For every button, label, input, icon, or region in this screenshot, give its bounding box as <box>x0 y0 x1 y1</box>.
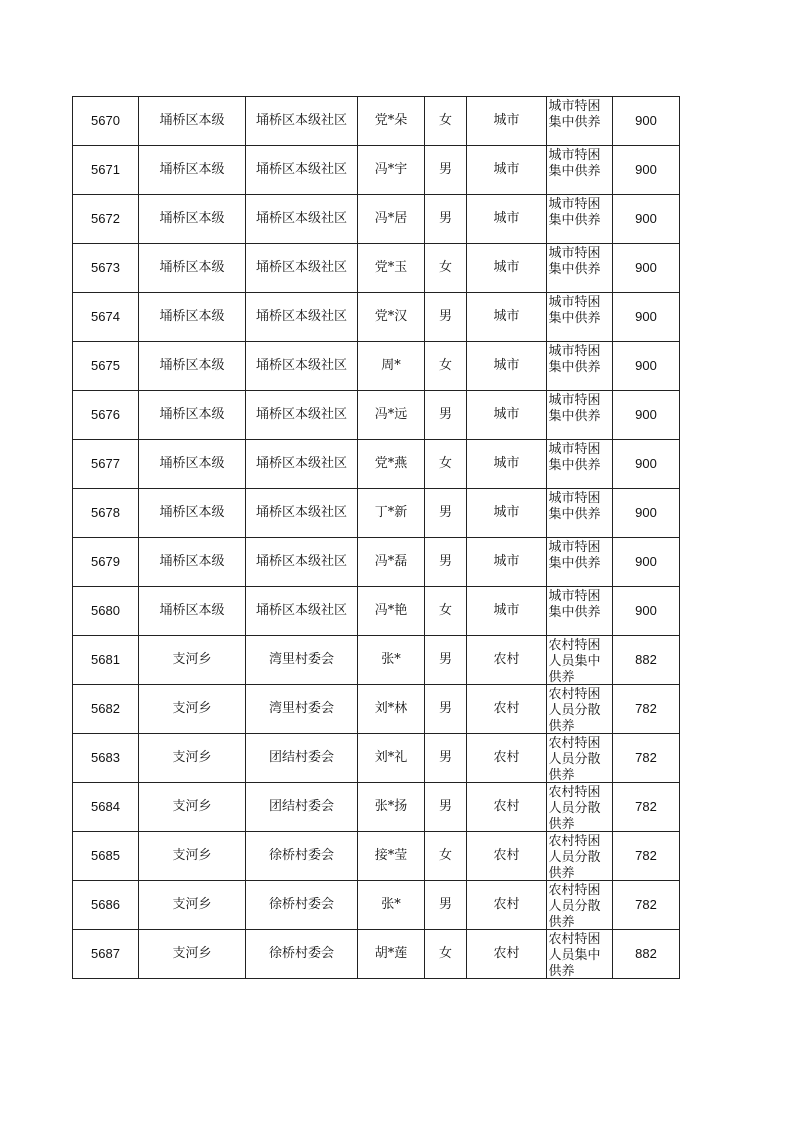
cell-village: 埇桥区本级社区 <box>246 195 358 244</box>
table-row <box>73 244 680 293</box>
cell-name: 丁*新 <box>358 489 425 538</box>
table-row <box>73 587 680 636</box>
support-type-text: 城市特困集中供养 <box>548 491 601 522</box>
cell-village: 埇桥区本级社区 <box>246 587 358 636</box>
cell-support-type <box>547 783 613 832</box>
cell-amount: 900 <box>613 146 680 195</box>
cell-gender: 男 <box>425 538 467 587</box>
cell-area-type: 城市 <box>467 342 547 391</box>
cell-name: 刘*林 <box>358 685 425 734</box>
cell-amount: 782 <box>613 783 680 832</box>
table-row <box>73 440 680 489</box>
cell-support-type <box>547 587 613 636</box>
cell-number: 5684 <box>73 783 139 832</box>
cell-area-type: 农村 <box>467 832 547 881</box>
cell-village: 湾里村委会 <box>246 685 358 734</box>
cell-name: 冯*磊 <box>358 538 425 587</box>
cell-number: 5687 <box>73 930 139 979</box>
cell-amount: 900 <box>613 489 680 538</box>
cell-number: 5676 <box>73 391 139 440</box>
cell-township: 埇桥区本级 <box>139 440 246 489</box>
cell-support-type <box>547 146 613 195</box>
cell-area-type: 城市 <box>467 391 547 440</box>
cell-gender: 男 <box>425 391 467 440</box>
cell-support-type <box>547 293 613 342</box>
table-row <box>73 97 680 146</box>
cell-name: 党*朵 <box>358 97 425 146</box>
cell-village: 徐桥村委会 <box>246 832 358 881</box>
cell-support-type <box>547 489 613 538</box>
cell-village: 团结村委会 <box>246 734 358 783</box>
table-row <box>73 293 680 342</box>
support-type-text: 城市特困集中供养 <box>548 99 601 130</box>
support-type-text: 城市特困集中供养 <box>548 393 601 424</box>
cell-support-type <box>547 930 613 979</box>
cell-township: 支河乡 <box>139 685 246 734</box>
table-body <box>73 97 680 979</box>
cell-gender: 男 <box>425 195 467 244</box>
cell-support-type <box>547 391 613 440</box>
cell-amount: 900 <box>613 195 680 244</box>
support-type-text: 城市特困集中供养 <box>548 295 601 326</box>
support-type-text: 农村特困人员分散供养 <box>548 834 601 880</box>
support-type-text: 城市特困集中供养 <box>548 589 601 620</box>
cell-township: 埇桥区本级 <box>139 489 246 538</box>
cell-name: 刘*礼 <box>358 734 425 783</box>
cell-gender: 男 <box>425 146 467 195</box>
cell-gender: 女 <box>425 587 467 636</box>
cell-support-type <box>547 881 613 930</box>
cell-name: 周* <box>358 342 425 391</box>
cell-support-type <box>547 734 613 783</box>
cell-village: 埇桥区本级社区 <box>246 342 358 391</box>
support-type-text: 城市特困集中供养 <box>548 197 601 228</box>
cell-township: 埇桥区本级 <box>139 244 246 293</box>
cell-area-type: 城市 <box>467 440 547 489</box>
cell-amount: 882 <box>613 930 680 979</box>
cell-gender: 女 <box>425 244 467 293</box>
cell-gender: 男 <box>425 636 467 685</box>
cell-village: 埇桥区本级社区 <box>246 97 358 146</box>
cell-township: 埇桥区本级 <box>139 293 246 342</box>
support-type-text: 城市特困集中供养 <box>548 344 601 375</box>
table-row <box>73 930 680 979</box>
cell-name: 党*燕 <box>358 440 425 489</box>
cell-gender: 男 <box>425 734 467 783</box>
cell-number: 5673 <box>73 244 139 293</box>
cell-support-type <box>547 832 613 881</box>
cell-support-type <box>547 440 613 489</box>
cell-township: 支河乡 <box>139 636 246 685</box>
table-row <box>73 538 680 587</box>
cell-township: 支河乡 <box>139 930 246 979</box>
cell-amount: 900 <box>613 97 680 146</box>
table-row <box>73 734 680 783</box>
cell-village: 埇桥区本级社区 <box>246 293 358 342</box>
cell-area-type: 城市 <box>467 293 547 342</box>
support-type-text: 农村特困人员分散供养 <box>548 736 601 782</box>
cell-number: 5681 <box>73 636 139 685</box>
cell-amount: 882 <box>613 636 680 685</box>
cell-area-type: 农村 <box>467 685 547 734</box>
cell-amount: 782 <box>613 734 680 783</box>
cell-area-type: 农村 <box>467 734 547 783</box>
cell-township: 埇桥区本级 <box>139 538 246 587</box>
support-type-text: 城市特困集中供养 <box>548 246 601 277</box>
cell-township: 埇桥区本级 <box>139 391 246 440</box>
cell-amount: 900 <box>613 391 680 440</box>
cell-number: 5685 <box>73 832 139 881</box>
cell-village: 团结村委会 <box>246 783 358 832</box>
cell-gender: 男 <box>425 881 467 930</box>
cell-area-type: 城市 <box>467 538 547 587</box>
cell-name: 冯*宇 <box>358 146 425 195</box>
cell-township: 埇桥区本级 <box>139 342 246 391</box>
table-row <box>73 783 680 832</box>
cell-support-type <box>547 195 613 244</box>
cell-gender: 男 <box>425 293 467 342</box>
cell-amount: 782 <box>613 881 680 930</box>
cell-village: 埇桥区本级社区 <box>246 440 358 489</box>
cell-area-type: 农村 <box>467 881 547 930</box>
cell-name: 张*扬 <box>358 783 425 832</box>
cell-number: 5675 <box>73 342 139 391</box>
cell-support-type <box>547 97 613 146</box>
cell-number: 5680 <box>73 587 139 636</box>
cell-township: 支河乡 <box>139 734 246 783</box>
cell-area-type: 农村 <box>467 783 547 832</box>
cell-support-type <box>547 685 613 734</box>
cell-number: 5682 <box>73 685 139 734</box>
cell-amount: 900 <box>613 342 680 391</box>
table-row <box>73 391 680 440</box>
cell-gender: 女 <box>425 342 467 391</box>
cell-number: 5674 <box>73 293 139 342</box>
support-type-text: 农村特困人员集中供养 <box>548 638 601 684</box>
cell-township: 埇桥区本级 <box>139 195 246 244</box>
cell-name: 党*汉 <box>358 293 425 342</box>
cell-area-type: 城市 <box>467 146 547 195</box>
cell-support-type <box>547 244 613 293</box>
cell-number: 5679 <box>73 538 139 587</box>
table-row <box>73 881 680 930</box>
cell-township: 支河乡 <box>139 881 246 930</box>
cell-area-type: 农村 <box>467 636 547 685</box>
cell-number: 5678 <box>73 489 139 538</box>
cell-name: 冯*艳 <box>358 587 425 636</box>
table-row <box>73 832 680 881</box>
cell-gender: 女 <box>425 97 467 146</box>
cell-village: 埇桥区本级社区 <box>246 538 358 587</box>
cell-area-type: 城市 <box>467 244 547 293</box>
cell-area-type: 城市 <box>467 97 547 146</box>
table-row <box>73 195 680 244</box>
cell-township: 支河乡 <box>139 832 246 881</box>
cell-village: 徐桥村委会 <box>246 930 358 979</box>
table-row <box>73 685 680 734</box>
cell-area-type: 城市 <box>467 587 547 636</box>
table-row <box>73 636 680 685</box>
cell-number: 5677 <box>73 440 139 489</box>
table-row <box>73 146 680 195</box>
cell-village: 徐桥村委会 <box>246 881 358 930</box>
cell-village: 埇桥区本级社区 <box>246 489 358 538</box>
cell-gender: 女 <box>425 440 467 489</box>
cell-amount: 900 <box>613 440 680 489</box>
cell-area-type: 城市 <box>467 195 547 244</box>
cell-amount: 900 <box>613 587 680 636</box>
support-type-text: 农村特困人员分散供养 <box>548 687 601 733</box>
cell-township: 支河乡 <box>139 783 246 832</box>
relief-table <box>72 96 680 979</box>
cell-gender: 男 <box>425 685 467 734</box>
cell-village: 埇桥区本级社区 <box>246 391 358 440</box>
cell-name: 冯*远 <box>358 391 425 440</box>
cell-number: 5683 <box>73 734 139 783</box>
cell-gender: 男 <box>425 489 467 538</box>
cell-name: 胡*莲 <box>358 930 425 979</box>
cell-village: 湾里村委会 <box>246 636 358 685</box>
cell-number: 5686 <box>73 881 139 930</box>
cell-name: 张* <box>358 881 425 930</box>
cell-support-type <box>547 538 613 587</box>
cell-amount: 782 <box>613 685 680 734</box>
cell-area-type: 城市 <box>467 489 547 538</box>
cell-amount: 900 <box>613 538 680 587</box>
cell-number: 5670 <box>73 97 139 146</box>
cell-name: 张* <box>358 636 425 685</box>
support-type-text: 城市特困集中供养 <box>548 540 601 571</box>
cell-gender: 女 <box>425 832 467 881</box>
support-type-text: 农村特困人员分散供养 <box>548 785 601 831</box>
cell-name: 冯*居 <box>358 195 425 244</box>
cell-gender: 男 <box>425 783 467 832</box>
table-row <box>73 489 680 538</box>
cell-township: 埇桥区本级 <box>139 146 246 195</box>
cell-number: 5672 <box>73 195 139 244</box>
cell-amount: 900 <box>613 244 680 293</box>
cell-support-type <box>547 342 613 391</box>
cell-village: 埇桥区本级社区 <box>246 244 358 293</box>
cell-amount: 782 <box>613 832 680 881</box>
cell-name: 接*莹 <box>358 832 425 881</box>
support-type-text: 农村特困人员分散供养 <box>548 883 601 929</box>
cell-number: 5671 <box>73 146 139 195</box>
support-type-text: 城市特困集中供养 <box>548 442 601 473</box>
support-type-text: 城市特困集中供养 <box>548 148 601 179</box>
support-type-text: 农村特困人员集中供养 <box>548 932 601 978</box>
table-row <box>73 342 680 391</box>
cell-area-type: 农村 <box>467 930 547 979</box>
cell-gender: 女 <box>425 930 467 979</box>
cell-amount: 900 <box>613 293 680 342</box>
cell-township: 埇桥区本级 <box>139 97 246 146</box>
cell-support-type <box>547 636 613 685</box>
cell-township: 埇桥区本级 <box>139 587 246 636</box>
cell-village: 埇桥区本级社区 <box>246 146 358 195</box>
cell-name: 党*玉 <box>358 244 425 293</box>
